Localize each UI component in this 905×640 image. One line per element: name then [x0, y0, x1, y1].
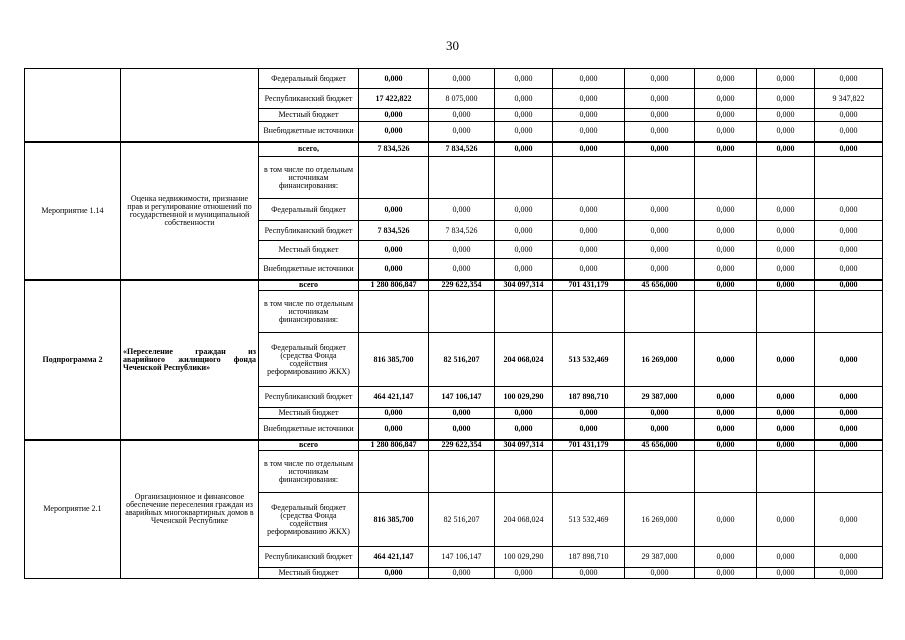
- value-cell: 0,000: [757, 259, 815, 280]
- subprogram-label: Подпрограмма 2: [25, 280, 121, 440]
- value-cell: 0,000: [495, 408, 553, 419]
- measure-label: Мероприятие 1.14: [25, 142, 121, 280]
- continued-label-cell: [25, 69, 121, 142]
- value-cell: 0,000: [815, 547, 883, 568]
- continued-name-cell: [121, 69, 259, 142]
- value-cell: 0,000: [359, 109, 429, 122]
- value-cell: 513 532,469: [553, 493, 625, 547]
- value-cell: 204 068,024: [495, 493, 553, 547]
- source-cell: Федеральный бюджет (средства Фонда содействия реформированию ЖКХ): [259, 333, 359, 387]
- value-cell: 0,000: [757, 440, 815, 451]
- value-cell: 45 656,000: [625, 280, 695, 291]
- value-cell: 187 898,710: [553, 547, 625, 568]
- value-cell: 0,000: [815, 241, 883, 259]
- value-cell: 0,000: [495, 69, 553, 89]
- value-cell: 0,000: [553, 259, 625, 280]
- value-cell: 17 422,822: [359, 89, 429, 109]
- value-cell: 0,000: [695, 568, 757, 579]
- source-cell: Республиканский бюджет: [259, 221, 359, 241]
- value-cell: 0,000: [815, 568, 883, 579]
- value-cell: 0,000: [695, 221, 757, 241]
- source-cell: в том числе по отдельным источникам финансирования:: [259, 157, 359, 199]
- value-cell: 0,000: [757, 241, 815, 259]
- value-cell: 0,000: [625, 259, 695, 280]
- value-cell: 0,000: [695, 547, 757, 568]
- value-cell: 0,000: [625, 89, 695, 109]
- source-cell: Внебюджетные источники: [259, 419, 359, 440]
- value-cell: 304 097,314: [495, 440, 553, 451]
- value-cell: 29 387,000: [625, 387, 695, 408]
- value-cell: 16 269,000: [625, 333, 695, 387]
- value-cell: 0,000: [757, 547, 815, 568]
- source-cell: Федеральный бюджет (средства Фонда содействия реформированию ЖКХ): [259, 493, 359, 547]
- value-cell: 0,000: [695, 69, 757, 89]
- value-cell: 0,000: [359, 69, 429, 89]
- value-cell: 0,000: [625, 109, 695, 122]
- value-cell: 701 431,179: [553, 440, 625, 451]
- value-cell: 147 106,147: [429, 387, 495, 408]
- value-cell: 701 431,179: [553, 280, 625, 291]
- value-cell: 0,000: [695, 122, 757, 142]
- value-cell: 0,000: [757, 142, 815, 157]
- value-cell: 82 516,207: [429, 493, 495, 547]
- value-cell: 0,000: [815, 408, 883, 419]
- table-row: [25, 280, 883, 291]
- value-cell: 0,000: [625, 241, 695, 259]
- value-cell: 304 097,314: [495, 280, 553, 291]
- value-cell: 0,000: [625, 199, 695, 221]
- source-cell: Местный бюджет: [259, 568, 359, 579]
- value-cell: 464 421,147: [359, 387, 429, 408]
- value-cell: 0,000: [553, 408, 625, 419]
- value-cell: 0,000: [695, 199, 757, 221]
- value-cell: 82 516,207: [429, 333, 495, 387]
- value-cell: 0,000: [757, 419, 815, 440]
- measure-name: Организационное и финансовое обеспечение переселения граждан из аварийных многоквартирных домов в Чеченской Республике: [121, 440, 259, 579]
- budget-table: [24, 68, 883, 579]
- value-cell: 0,000: [815, 333, 883, 387]
- value-cell: 0,000: [495, 419, 553, 440]
- value-cell: 7 834,526: [359, 142, 429, 157]
- value-cell: 0,000: [815, 142, 883, 157]
- source-cell: всего: [259, 280, 359, 291]
- value-cell: 0,000: [815, 109, 883, 122]
- value-cell: 100 029,290: [495, 547, 553, 568]
- value-cell: 7 834,526: [429, 221, 495, 241]
- source-cell: Внебюджетные источники: [259, 122, 359, 142]
- value-cell: 0,000: [625, 221, 695, 241]
- value-cell: 816 385,700: [359, 493, 429, 547]
- value-cell: 0,000: [695, 241, 757, 259]
- source-cell: в том числе по отдельным источникам финансирования:: [259, 451, 359, 493]
- value-cell: 0,000: [695, 280, 757, 291]
- value-cell: 0,000: [359, 241, 429, 259]
- value-cell: 0,000: [553, 89, 625, 109]
- source-cell: Республиканский бюджет: [259, 387, 359, 408]
- source-cell: Республиканский бюджет: [259, 547, 359, 568]
- value-cell: 0,000: [495, 199, 553, 221]
- value-cell: 464 421,147: [359, 547, 429, 568]
- value-cell: 0,000: [429, 122, 495, 142]
- value-cell: 0,000: [815, 280, 883, 291]
- value-cell: 0,000: [815, 122, 883, 142]
- value-cell: 0,000: [695, 109, 757, 122]
- value-cell: 0,000: [815, 69, 883, 89]
- value-cell: 0,000: [553, 241, 625, 259]
- value-cell: 0,000: [429, 109, 495, 122]
- value-cell: 0,000: [695, 387, 757, 408]
- value-cell: 0,000: [625, 142, 695, 157]
- source-cell: Местный бюджет: [259, 109, 359, 122]
- value-cell: 0,000: [429, 568, 495, 579]
- value-cell: 0,000: [757, 493, 815, 547]
- value-cell: 147 106,147: [429, 547, 495, 568]
- value-cell: 0,000: [757, 69, 815, 89]
- value-cell: 513 532,469: [553, 333, 625, 387]
- value-cell: 0,000: [553, 142, 625, 157]
- value-cell: 0,000: [757, 221, 815, 241]
- value-cell: 1 280 806,847: [359, 440, 429, 451]
- value-cell: 0,000: [815, 419, 883, 440]
- value-cell: 0,000: [429, 199, 495, 221]
- value-cell: 0,000: [495, 259, 553, 280]
- source-cell: всего: [259, 440, 359, 451]
- value-cell: 0,000: [429, 241, 495, 259]
- value-cell: 0,000: [495, 142, 553, 157]
- value-cell: 0,000: [815, 221, 883, 241]
- source-cell: Федеральный бюджет: [259, 199, 359, 221]
- value-cell: 7 834,526: [359, 221, 429, 241]
- value-cell: 100 029,290: [495, 387, 553, 408]
- value-cell: 204 068,024: [495, 333, 553, 387]
- value-cell: 8 075,000: [429, 89, 495, 109]
- value-cell: 0,000: [757, 333, 815, 387]
- page-number: 30: [446, 38, 459, 53]
- value-cell: 0,000: [815, 387, 883, 408]
- source-cell: всего,: [259, 142, 359, 157]
- value-cell: 229 622,354: [429, 280, 495, 291]
- value-cell: 0,000: [429, 408, 495, 419]
- subprogram-name: «Переселение граждан из аварийного жилищного фонда Чеченской Республики»: [121, 280, 259, 440]
- value-cell: 29 387,000: [625, 547, 695, 568]
- value-cell: 0,000: [495, 109, 553, 122]
- measure-label: Мероприятие 2.1: [25, 440, 121, 579]
- value-cell: 0,000: [695, 408, 757, 419]
- value-cell: 0,000: [625, 419, 695, 440]
- source-cell: Федеральный бюджет: [259, 69, 359, 89]
- measure-name: Оценка недвижимости, признание прав и регулирование отношений по государственной и муниципальной собственности: [121, 142, 259, 280]
- value-cell: 816 385,700: [359, 333, 429, 387]
- value-cell: 0,000: [695, 89, 757, 109]
- value-cell: 0,000: [815, 440, 883, 451]
- value-cell: 0,000: [815, 259, 883, 280]
- value-cell: 0,000: [359, 568, 429, 579]
- value-cell: 7 834,526: [429, 142, 495, 157]
- value-cell: 0,000: [695, 259, 757, 280]
- table-row: [25, 440, 883, 451]
- value-cell: 0,000: [757, 89, 815, 109]
- value-cell: 0,000: [553, 221, 625, 241]
- value-cell: 0,000: [757, 122, 815, 142]
- value-cell: 9 347,822: [815, 89, 883, 109]
- table-row: [25, 142, 883, 157]
- value-cell: 0,000: [429, 69, 495, 89]
- value-cell: 0,000: [757, 387, 815, 408]
- value-cell: 0,000: [359, 408, 429, 419]
- table-row: [25, 69, 883, 89]
- value-cell: 0,000: [757, 109, 815, 122]
- value-cell: 0,000: [359, 199, 429, 221]
- value-cell: 0,000: [495, 89, 553, 109]
- value-cell: 0,000: [553, 122, 625, 142]
- value-cell: 229 622,354: [429, 440, 495, 451]
- value-cell: 0,000: [429, 259, 495, 280]
- source-cell: Республиканский бюджет: [259, 89, 359, 109]
- source-cell: в том числе по отдельным источникам финансирования:: [259, 291, 359, 333]
- value-cell: 0,000: [695, 440, 757, 451]
- value-cell: 0,000: [429, 419, 495, 440]
- value-cell: 0,000: [815, 493, 883, 547]
- value-cell: 0,000: [553, 199, 625, 221]
- value-cell: 0,000: [359, 419, 429, 440]
- value-cell: 45 656,000: [625, 440, 695, 451]
- value-cell: 0,000: [757, 199, 815, 221]
- value-cell: 0,000: [359, 259, 429, 280]
- value-cell: 0,000: [625, 69, 695, 89]
- value-cell: 0,000: [625, 568, 695, 579]
- value-cell: 0,000: [757, 568, 815, 579]
- value-cell: 0,000: [695, 419, 757, 440]
- value-cell: 0,000: [695, 493, 757, 547]
- source-cell: Местный бюджет: [259, 408, 359, 419]
- value-cell: 0,000: [625, 408, 695, 419]
- value-cell: 0,000: [757, 280, 815, 291]
- value-cell: 0,000: [695, 142, 757, 157]
- value-cell: 0,000: [757, 408, 815, 419]
- value-cell: 0,000: [495, 122, 553, 142]
- value-cell: 0,000: [625, 122, 695, 142]
- value-cell: 0,000: [495, 221, 553, 241]
- value-cell: 0,000: [815, 199, 883, 221]
- value-cell: 0,000: [359, 122, 429, 142]
- value-cell: 0,000: [553, 568, 625, 579]
- value-cell: 0,000: [553, 109, 625, 122]
- source-cell: Местный бюджет: [259, 241, 359, 259]
- source-cell: Внебюджетные источники: [259, 259, 359, 280]
- value-cell: 0,000: [695, 333, 757, 387]
- value-cell: 16 269,000: [625, 493, 695, 547]
- value-cell: 187 898,710: [553, 387, 625, 408]
- value-cell: 1 280 806,847: [359, 280, 429, 291]
- value-cell: 0,000: [495, 568, 553, 579]
- value-cell: 0,000: [553, 69, 625, 89]
- value-cell: 0,000: [495, 241, 553, 259]
- value-cell: 0,000: [553, 419, 625, 440]
